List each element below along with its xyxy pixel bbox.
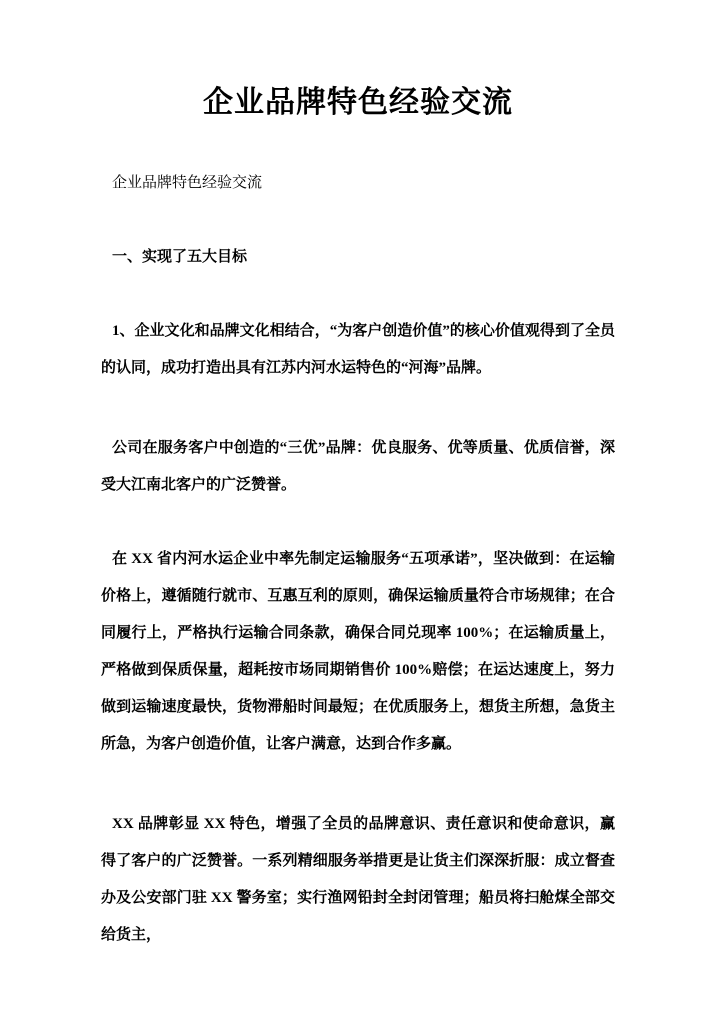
paragraph-brand-reputation-measures: XX 品牌彰显 XX 特色，增强了全员的品牌意识、责任意识和使命意识，赢得了客户的广泛赞誉。一系列精细服务举措更是让货主们深深折服：成立督查办及公安部门驻 XX 警务室；实行渔网铅封全封闭管理；船员将扫舱煤全部交给货主，	[101, 816, 615, 943]
paragraph-five-promises: 在 XX 省内河水运企业中率先制定运输服务“五项承诺”，坚决做到：在运输价格上，遵循随行就市、互惠互利的原则，确保运输质量符合市场规律；在合同履行上，严格执行运输合同条款，确保合同兑现率 100%；在运输质量上，严格做到保质保量，超耗按市场同期销售价 100%赔偿；在运达速度上，努力做到运输速度最快，货物滞船时间最短；在优质服务上，想货主所想，急货主所急，为客户创造价值，让客户满意，达到合作多赢。	[101, 551, 615, 752]
paragraph-subtitle: 企业品牌特色经验交流	[112, 175, 263, 191]
paragraph-culture-brand-combination: 1、企业文化和品牌文化相结合，“为客户创造价值”的核心价值观得到了全员的认同，成功打造出具有江苏内河水运特色的“河海”品牌。	[101, 323, 615, 376]
document-title: 企业品牌特色经验交流	[203, 86, 513, 119]
paragraph-three-excellences-brand: 公司在服务客户中创造的“三优”品牌：优良服务、优等质量、优质信誉，深受大江南北客户的广泛赞誉。	[101, 440, 615, 493]
heading-section-one-five-goals: 一、实现了五大目标	[112, 249, 248, 265]
